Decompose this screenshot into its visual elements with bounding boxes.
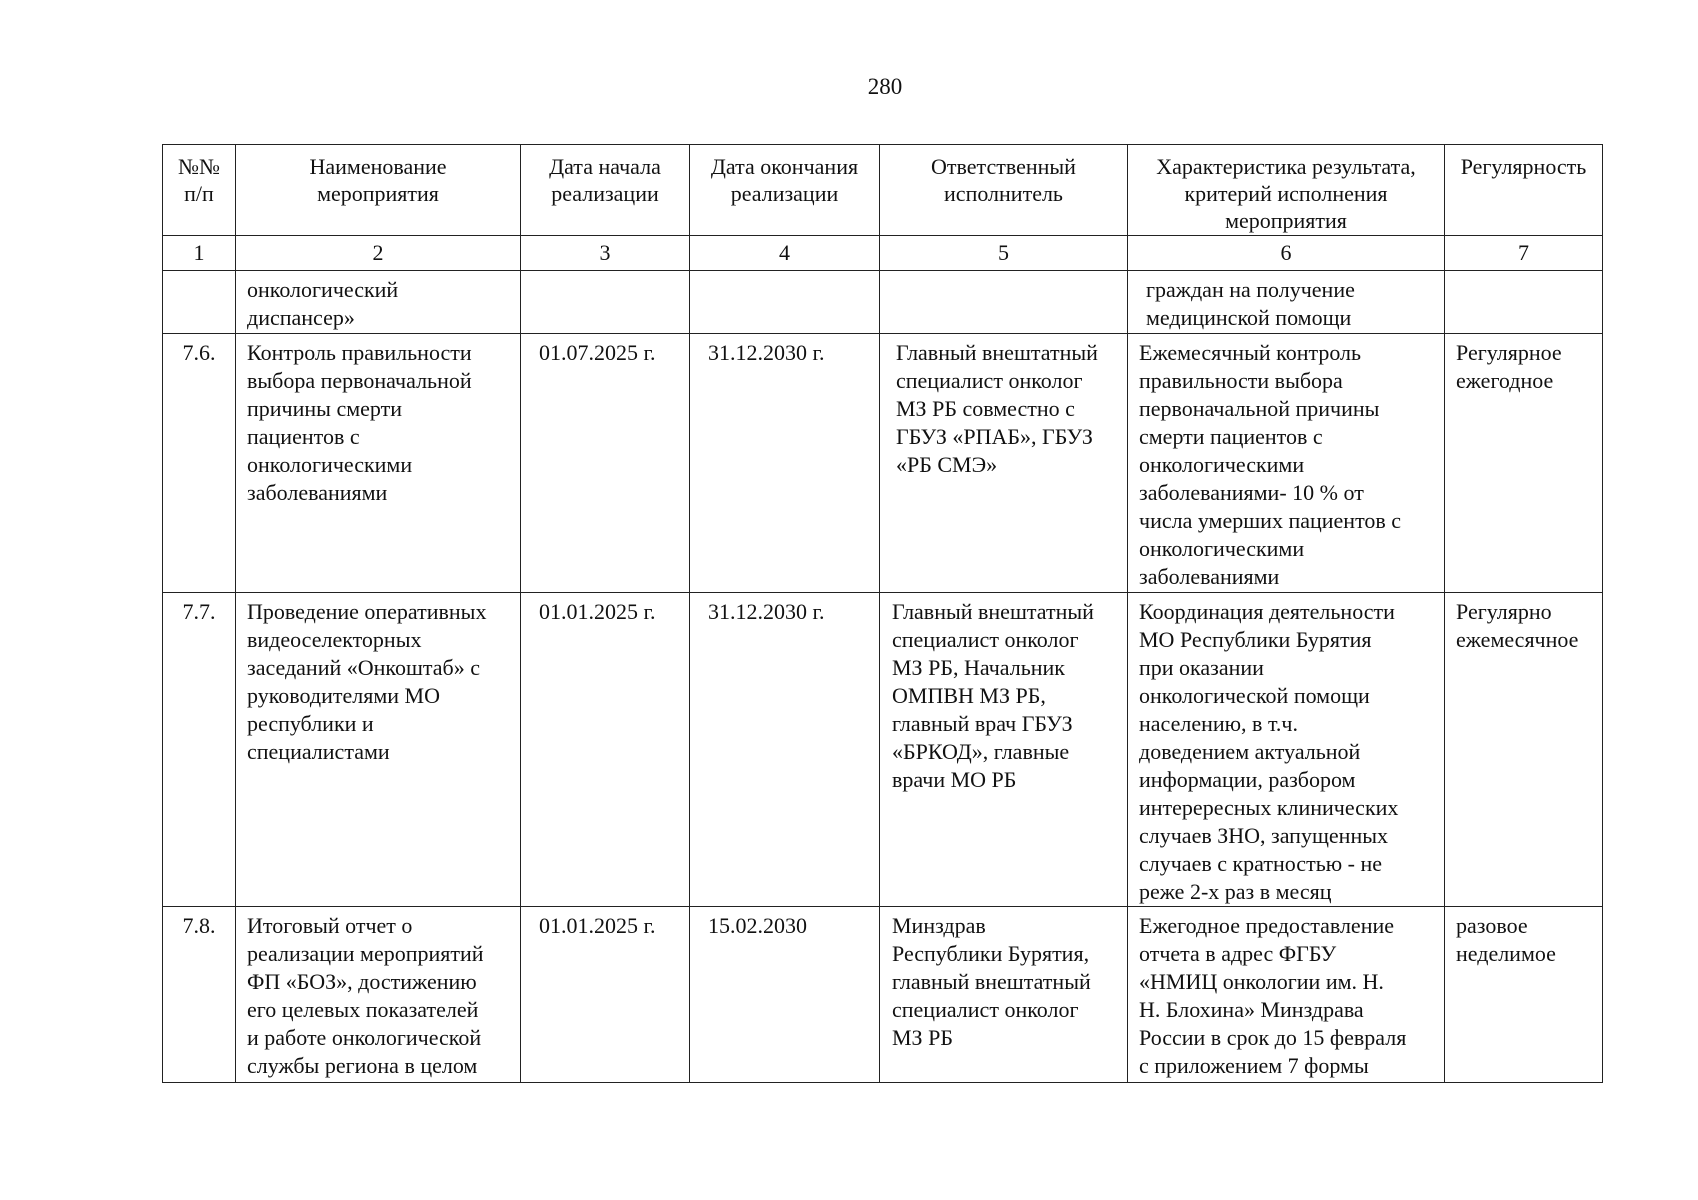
text-line: онкологическими: [1139, 536, 1305, 561]
text-line: Главный внештатный: [896, 340, 1098, 365]
header-responsible: [880, 145, 1128, 236]
cell-result: [1128, 593, 1445, 907]
cell-activity-name: [236, 907, 521, 1083]
text-line: первоначальной причины: [1139, 396, 1380, 421]
cell-responsible: [880, 334, 1128, 593]
text-line: пациентов с: [247, 424, 360, 449]
text-line: главный врач ГБУЗ: [892, 711, 1073, 736]
text-line: реже 2-х раз в месяц: [1139, 879, 1332, 904]
text-line: его целевых показателей: [247, 997, 479, 1022]
cell-responsible: [880, 593, 1128, 907]
cell-end-date: [690, 271, 880, 334]
cell-number: [163, 593, 236, 907]
column-number: 4: [690, 236, 880, 271]
text-line: 7.8.: [182, 913, 216, 938]
cell-end-date: [690, 334, 880, 593]
text-line: Ежемесячный контроль: [1139, 340, 1362, 365]
text-line: ОМПВН МЗ РБ,: [892, 683, 1046, 708]
text-line: 01.07.2025 г.: [539, 340, 656, 365]
text-line: МЗ РБ, Начальник: [892, 655, 1065, 680]
text-line: главный внештатный: [892, 969, 1091, 994]
cell-end-date: [690, 907, 880, 1083]
text-line: Итоговый отчет о: [247, 913, 413, 938]
cell-responsible: [880, 271, 1128, 334]
text-line: 15.02.2030: [708, 913, 807, 938]
text-line: реализации: [551, 181, 659, 206]
text-line: мероприятия: [1225, 208, 1347, 233]
text-line: Проведение оперативных: [247, 599, 487, 624]
text-line: онкологическими: [247, 452, 413, 477]
text-line: онкологический: [247, 277, 399, 302]
header-result: [1128, 145, 1445, 236]
cell-responsible: [880, 907, 1128, 1083]
text-line: 01.01.2025 г.: [539, 599, 656, 624]
column-number: 2: [236, 236, 521, 271]
text-line: видеоселекторных: [247, 627, 422, 652]
text-line: заболеваниями- 10 % от: [1139, 480, 1364, 505]
text-line: Контроль правильности: [247, 340, 472, 365]
cell-result: [1128, 334, 1445, 593]
text-line: Ответственный: [931, 154, 1076, 179]
cell-start-date: [521, 334, 690, 593]
text-line: республики и: [247, 711, 374, 736]
text-line: смерти пациентов с: [1139, 424, 1323, 449]
text-line: Н. Блохина» Минздрава: [1139, 997, 1364, 1022]
text-line: заседаний «Онкоштаб» с: [247, 655, 481, 680]
text-line: онкологической помощи: [1139, 683, 1370, 708]
header-regularity: [1445, 145, 1603, 236]
cell-regularity: [1445, 334, 1603, 593]
text-line: Характеристика результата,: [1156, 154, 1416, 179]
column-number: 1: [163, 236, 236, 271]
text-line: специалист онколог: [892, 997, 1079, 1022]
cell-regularity: [1445, 593, 1603, 907]
text-line: «НМИЦ онкологии им. Н.: [1139, 969, 1384, 994]
header-activity-name: [236, 145, 521, 236]
text-line: 31.12.2030 г.: [708, 340, 825, 365]
text-line: руководителями МО: [247, 683, 440, 708]
cell-start-date: [521, 907, 690, 1083]
column-number-row: [163, 236, 1603, 271]
text-line: мероприятия: [317, 181, 439, 206]
page-number: 280: [867, 74, 903, 99]
text-line: специалист онколог: [896, 368, 1083, 393]
text-line: доведением актуальной: [1139, 739, 1361, 764]
text-line: п/п: [184, 181, 214, 206]
text-line: выбора первоначальной: [247, 368, 472, 393]
header-row: [163, 145, 1603, 236]
text-line: и работе онкологической: [247, 1025, 482, 1050]
text-line: заболеваниями: [1139, 564, 1280, 589]
text-line: отчета в адрес ФГБУ: [1139, 941, 1337, 966]
text-line: «РБ СМЭ»: [896, 452, 998, 477]
text-line: неделимое: [1456, 941, 1556, 966]
text-line: России в срок до 15 февраля: [1139, 1025, 1407, 1050]
table-row: [163, 271, 1603, 334]
text-line: граждан на получение: [1146, 277, 1355, 302]
header-start-date: [521, 145, 690, 236]
text-line: 31.12.2030 г.: [708, 599, 825, 624]
text-line: с приложением 7 формы: [1139, 1053, 1369, 1078]
text-line: случаев с кратностью - не: [1139, 851, 1383, 876]
cell-start-date: [521, 593, 690, 907]
text-line: заболеваниями: [247, 480, 388, 505]
text-line: при оказании: [1139, 655, 1264, 680]
text-line: Регулярно: [1456, 599, 1552, 624]
cell-end-date: [690, 593, 880, 907]
cell-regularity: [1445, 907, 1603, 1083]
text-line: исполнитель: [944, 181, 1063, 206]
text-line: врачи МО РБ: [892, 767, 1017, 792]
text-line: информации, разбором: [1139, 767, 1356, 792]
text-line: диспансер»: [247, 305, 355, 330]
text-line: Дата окончания: [710, 154, 859, 179]
text-line: ежемесячное: [1456, 627, 1579, 652]
cell-number: [163, 907, 236, 1083]
text-line: интерересных клинических: [1139, 795, 1399, 820]
text-line: населению, в т.ч.: [1139, 711, 1298, 736]
text-line: №№: [178, 154, 220, 179]
table-row: [163, 907, 1603, 1083]
text-line: специалист онколог: [892, 627, 1079, 652]
text-line: «БРКОД», главные: [892, 739, 1070, 764]
text-line: специалистами: [247, 739, 390, 764]
text-line: случаев ЗНО, запущенных: [1139, 823, 1388, 848]
text-line: реализации мероприятий: [247, 941, 484, 966]
column-number: 3: [521, 236, 690, 271]
text-line: ФП «БОЗ», достижению: [247, 969, 477, 994]
cell-regularity: [1445, 271, 1603, 334]
cell-activity-name: [236, 334, 521, 593]
cell-activity-name: [236, 593, 521, 907]
cell-number: [163, 271, 236, 334]
text-line: МЗ РБ совместно с: [896, 396, 1075, 421]
text-line: Дата начала: [549, 154, 661, 179]
text-line: медицинской помощи: [1146, 305, 1352, 330]
table-row: [163, 593, 1603, 907]
text-line: Координация деятельности: [1139, 599, 1395, 624]
cell-number: [163, 334, 236, 593]
text-line: МЗ РБ: [892, 1025, 953, 1050]
text-line: Минздрав: [892, 913, 986, 938]
text-line: Ежегодное предоставление: [1139, 913, 1395, 938]
text-line: 01.01.2025 г.: [539, 913, 656, 938]
text-line: 7.7.: [182, 599, 216, 624]
activities-table: [162, 144, 1603, 1083]
text-line: разовое: [1456, 913, 1528, 938]
cell-result: [1128, 907, 1445, 1083]
text-line: онкологическими: [1139, 452, 1305, 477]
text-line: Наименование: [309, 154, 447, 179]
header-number: [163, 145, 236, 236]
text-line: числа умерших пациентов с: [1139, 508, 1402, 533]
cell-start-date: [521, 271, 690, 334]
text-line: МО Республики Бурятия: [1139, 627, 1372, 652]
text-line: 7.6.: [182, 340, 216, 365]
cell-activity-name: [236, 271, 521, 334]
text-line: реализации: [730, 181, 839, 206]
text-line: Регулярное: [1456, 340, 1562, 365]
text-line: критерий исполнения: [1184, 181, 1388, 206]
text-line: правильности выбора: [1139, 368, 1343, 393]
cell-result: [1128, 271, 1445, 334]
text-line: службы региона в целом: [247, 1053, 478, 1078]
header-end-date: [690, 145, 880, 236]
column-number: 6: [1128, 236, 1445, 271]
text-line: Регулярность: [1460, 154, 1587, 179]
table-row: [163, 334, 1603, 593]
column-number: 5: [880, 236, 1128, 271]
text-line: ежегодное: [1456, 368, 1554, 393]
text-line: Главный внештатный: [892, 599, 1094, 624]
column-number: 7: [1445, 236, 1603, 271]
text-line: ГБУЗ «РПАБ», ГБУЗ: [896, 424, 1093, 449]
text-line: причины смерти: [247, 396, 402, 421]
text-line: Республики Бурятия,: [892, 941, 1090, 966]
